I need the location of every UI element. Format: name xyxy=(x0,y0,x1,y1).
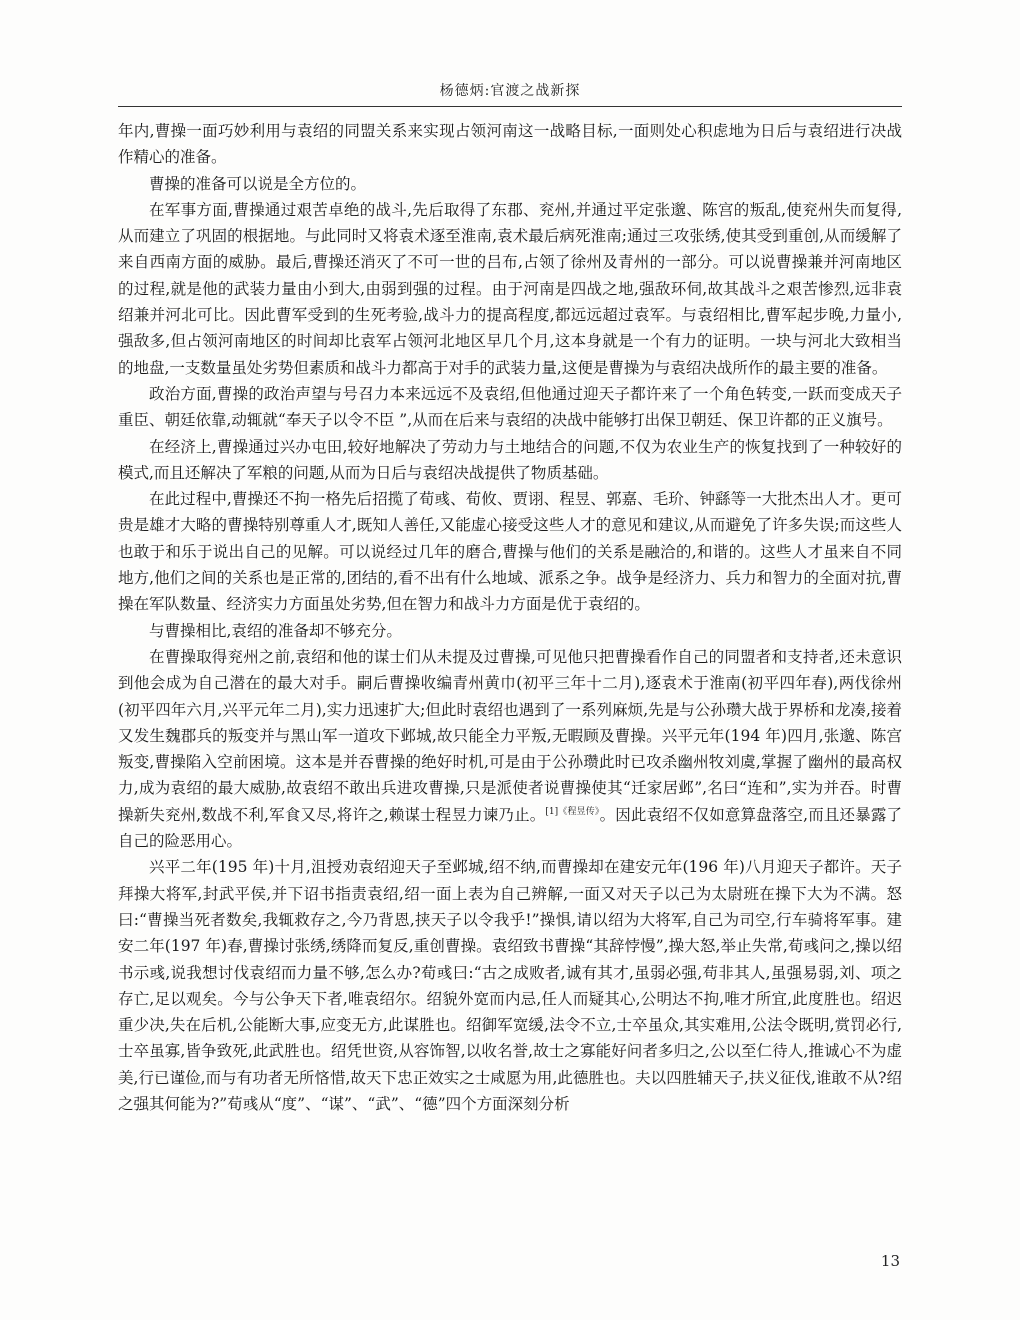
paragraph-3: 在军事方面,曹操通过艰苦卓绝的战斗,先后取得了东郡、兖州,并通过平定张邈、陈宫的叛乱,使兖州失而复得,从而建立了巩固的根据地。与此同时又将袁术逐至淮南,袁术最后病死淮南;通过三攻张绣,使其受到重创,从而缓解了来自西南方面的威胁。最后,曹操还消灭了不可一世的吕布,占领了徐州及青州的一部分。可以说曹操兼并河南地区的过程,就是他的武装力量由小到大,由弱到强的过程。由于河南是四战之地,强敌环伺,故其战斗之艰苦惨烈,远非袁绍兼并河北可比。因此曹军受到的生死考验,战斗力的提高程度,都远远超过袁军。与袁绍相比,曹军起步晚,力量小,强敌多,但占领河南地区的时间却比袁军占领河北地区早几个月,这本身就是一个有力的证明。一块与河北大致相当的地盘,一支数量虽处劣势但素质和战斗力都高于对手的武装力量,这便是曹操为与袁绍决战所作的最主要的准备。 xyxy=(118,200,902,377)
body-text xyxy=(118,118,902,1117)
paragraph-9: 兴平二年(195 年)十月,沮授劝袁绍迎天子至邺城,绍不纳,而曹操却在建安元年(196 年)八月迎天子都许。天子拜操大将军,封武平侯,并下诏书指责袁绍,绍一面上表为自己辨解,一面又对天子以己为太尉班在操下大为不满。怒曰:“曹操当死者数矣,我辄救存之,今乃背恩,挟天子以令我乎!”操惧,请以绍为大将军,自己为司空,行车骑将军事。建安二年(197 年)春,曹操讨张绣,绣降而复反,重创曹操。袁绍致书曹操“其辞悖慢”,操大怒,举止失常,荀彧问之,操以绍书示彧,说我想讨伐袁绍而力量不够,怎么办?荀彧曰:“古之成败者,诚有其才,虽弱必强,苟非其人,虽强易弱,刘、项之存亡,足以观矣。今与公争天下者,唯袁绍尔。绍貌外宽而内忌,任人而疑其心,公明达不拘,唯才所宜,此度胜也。绍迟重少决,失在后机,公能断大事,应变无方,此谋胜也。绍御军宽缓,法令不立,士卒虽众,其实难用,公法令既明,赏罚必行,士卒虽寡,皆争致死,此武胜也。绍凭世资,从容饰智,以收名誉,故士之寡能好问者多归之,公以至仁待人,推诚心不为虚美,行已谨俭,而与有功者无所悋惜,故天下忠正效实之士咸愿为用,此德胜也。夫以四胜辅天子,扶义征伐,谁敢不从?绍之强其何能为?”荀彧从“度”、“谋”、“武”、“德”四个方面深刻分析 xyxy=(118,858,902,1113)
paragraph-6: 在此过程中,曹操还不拘一格先后招揽了荀彧、荀攸、贾诩、程昱、郭嘉、毛玠、钟繇等一大批杰出人才。更可贵是雄才大略的曹操特别尊重人才,既知人善任,又能虚心接受这些人才的意见和建议,从而避免了许多失误;而这些人也敢于和乐于说出自己的见解。可以说经过几年的磨合,曹操与他们的关系是融洽的,和谐的。这些人才虽来自不同地方,他们之间的关系也是正常的,团结的,看不出有什么地域、派系之争。战争是经济力、兵力和智力的全面对抗,曹操在军队数量、经济实力方面虽处劣势,但在智力和战斗力方面是优于袁绍的。 xyxy=(118,490,902,614)
header-rule xyxy=(118,106,902,107)
footnote-reference: [1]《程昱传》 xyxy=(545,806,600,817)
paragraph-2: 曹操的准备可以说是全方位的。 xyxy=(149,174,367,193)
paragraph-7: 与曹操相比,袁绍的准备却不够充分。 xyxy=(149,621,402,640)
paragraph-8-text-b: 。因此袁绍不仅如意算盘落空,而且还暴露了自己的险恶用心。 xyxy=(118,805,902,851)
paragraph-8-text-a: 在曹操取得兖州之前,袁绍和他的谋士们从未提及过曹操,可见他只把曹操看作自己的同盟者和支持者,还未意识到他会成为自己潜在的最大对手。嗣后曹操收编青州黄巾(初平三年十二月),逐袁术于淮南(初平四年春),两伐徐州(初平四年六月,兴平元年二月),实力迅速扩大;但此时袁绍也遇到了一系列麻烦,先是与公孙瓒大战于界桥和龙凑,接着又发生魏郡兵的叛变并与黑山军一道攻下邺城,故只能全力平叛,无暇顾及曹操。兴平元年(194 年)四月,张邈、陈宫叛变,曹操陷入空前困境。这本是并吞曹操的绝好时机,可是由于公孙瓒此时已攻杀幽州牧刘虞,掌握了幽州的最高权力,成为袁绍的最大威胁,故袁绍不敢出兵进攻曹操,只是派使者说曹操使其“迁家居邺”,名曰“连和”,实为并吞。时曹操新失兖州,数战不利,军食又尽,将许之,赖谋士程昱力谏乃止。 xyxy=(118,647,902,824)
page-number: 13 xyxy=(880,1252,900,1270)
running-header: 杨德炳:官渡之战新探 xyxy=(439,83,581,99)
paragraph-5: 在经济上,曹操通过兴办屯田,较好地解决了劳动力与土地结合的问题,不仅为农业生产的恢复找到了一种较好的模式,而且还解决了军粮的问题,从而为日后与袁绍决战提供了物质基础。 xyxy=(118,437,902,482)
paragraph-1: 年内,曹操一面巧妙利用与袁绍的同盟关系来实现占领河南这一战略目标,一面则处心积虑地为日后与袁绍进行决战作精心的准备。 xyxy=(118,122,902,167)
paragraph-4: 政治方面,曹操的政治声望与号召力本来远远不及袁绍,但他通过迎天子都许来了一个角色转变,一跃而变成天子重臣、朝廷依靠,动辄就“奉天子以令不臣 ”,从而在后来与袁绍的决战中能够打出保卫朝廷、保卫许都的正义旗号。 xyxy=(118,384,902,430)
paragraph-8 xyxy=(118,644,902,854)
